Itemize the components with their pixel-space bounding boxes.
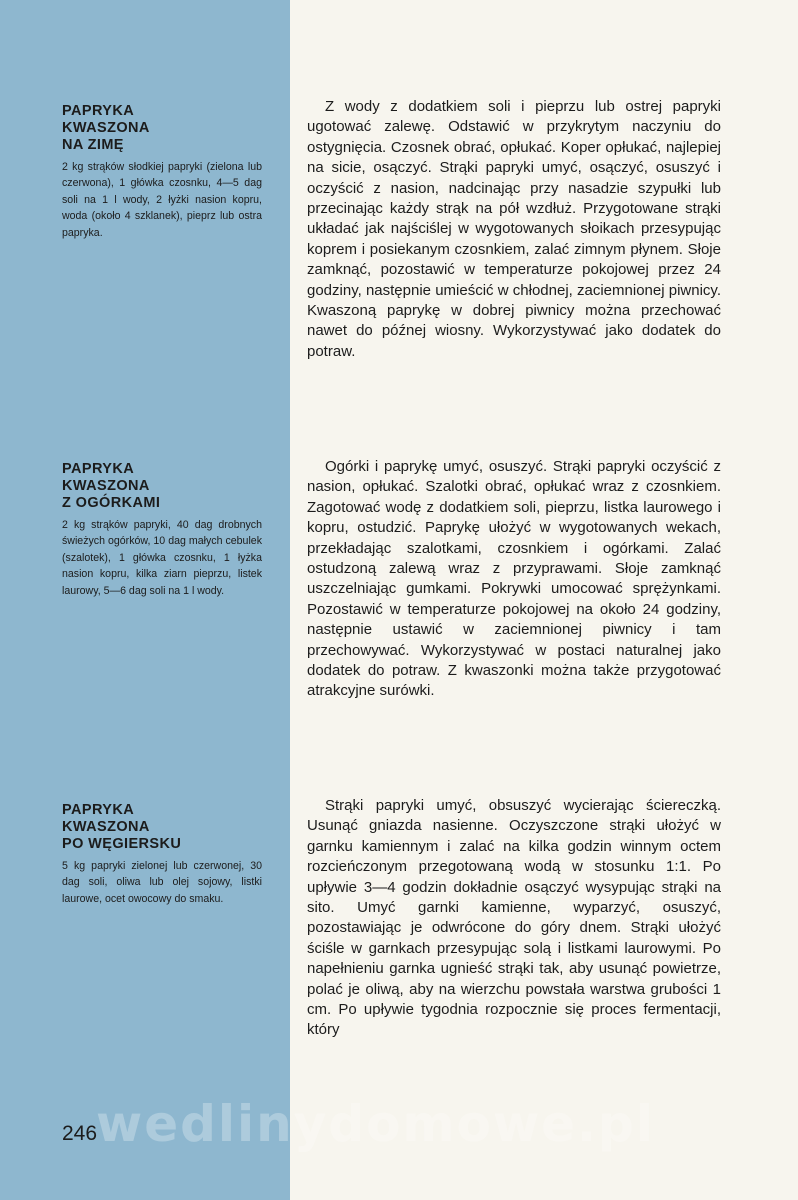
recipe-3-header bbox=[62, 802, 262, 907]
recipe-2-title: PAPRYKA KWASZONA Z OGÓRKAMI bbox=[62, 461, 161, 511]
recipe-3-ingredients: 5 kg papryki zielonej lub czerwonej, 30 dag soli, oliwa lub olej sojowy, listki laurowe, ocet owocowy do smaku. bbox=[62, 860, 262, 905]
recipe-1-instructions: Z wody z dodatkiem soli i pieprzu lub ostrej papryki ugotować zalewę. Odstawić w przykrytym naczyniu do ostygnięcia. Czosnek obrać, opłukać. Koper opłukać, najlepiej na sicie, osączyć. Strąki papryki umyć, osączyć, osuszyć i oczyścić z nasion, nadcinając przy nasadzie szypułki lub przecinając każdy strąk na pół wzdłuż. Przygotowane strąki układać jak najściślej w wygotowanych słoikach przesypując koprem i posiekanym czosnkiem, zalać zimnym płynem. Słoje zamknąć, pozostawić w temperaturze pokojowej przez 24 godziny, następnie umieścić w chłodnej, zaciemnionej piwnicy. Kwaszoną paprykę w dobrej piwnicy można przechować nawet do późnej wiosny. Wykorzystywać jako dodatek do potraw. bbox=[307, 98, 721, 360]
recipe-3-title: PAPRYKA KWASZONA PO WĘGIERSKU bbox=[62, 802, 182, 852]
recipe-3-instructions: Strąki papryki umyć, obsuszyć wycierając ściereczką. Usunąć gniazda nasienne. Oczyszczone strąki ułożyć w garnku kamiennym i zalać na kilka godzin winnym octem rozcieńczonym przegotowaną wodą w stosunku 1:1. Po upływie 3—4 godzin dokładnie osączyć wysypując strąki na sito. Umyć garnki kamienne, wyparzyć, osuszyć, pozostawiając je odwrócone do góry dnem. Strąki ułożyć ściśle w garnkach przesypując solą i listkami laurowymi. Po napełnieniu garnka ugnieść strąki tak, aby usunąć powietrze, polać je oliwą, aby na wierzchu powstała warstwa grubości 1 cm. Po upływie tygodnia rozpocznie się proces fermentacji, który bbox=[307, 797, 721, 1039]
recipe-2-header bbox=[62, 461, 262, 599]
recipe-1-ingredients: 2 kg strąków słodkiej papryki (zielona lub czerwona), 1 główka czosnku, 4—5 dag soli na 1 l wody, 2 łyżki nasion kopru, woda (około 4 szklanek), pieprz lub ostra papryka. bbox=[62, 161, 262, 239]
recipe-2-ingredients: 2 kg strąków papryki, 40 dag drobnych świeżych ogórków, 10 dag małych cebulek (szalotek), 1 główka czosnku, 1 łyżka nasion kopru, kilka ziarn pieprzu, listek laurowy, 5—6 dag soli na 1 l wody. bbox=[62, 519, 262, 597]
recipe-2-instructions: Ogórki i paprykę umyć, osuszyć. Strąki papryki oczyścić z nasion, opłukać. Szalotki obrać, opłukać wraz z czosnkiem. Zagotować wodę z dodatkiem soli, pieprzu, listka laurowego i kopru, ostudzić. Paprykę ułożyć w wygotowanych wekach, przekładając szalotkami, czosnkiem i ogórkami. Zalać ostudzoną zalewą wraz z przyprawami. Słoje zamknąć uszczelniając gumkami. Pokrywki umocować sprężynkami. Pozostawić w temperaturze pokojowej na około 24 godziny, następnie ustawić w zaciemnionej piwnicy i tam przechowywać. Wykorzystywać w postaci naturalnej jako dodatek do potraw. Z kwaszonki można także przygotować atrakcyjne surówki. bbox=[307, 458, 721, 700]
recipe-1-title: PAPRYKA KWASZONA NA ZIMĘ bbox=[62, 103, 150, 153]
recipe-1-header bbox=[62, 103, 262, 241]
watermark: wedlinydomowe.pl bbox=[96, 1095, 655, 1153]
page-number: 246 bbox=[62, 1122, 98, 1145]
